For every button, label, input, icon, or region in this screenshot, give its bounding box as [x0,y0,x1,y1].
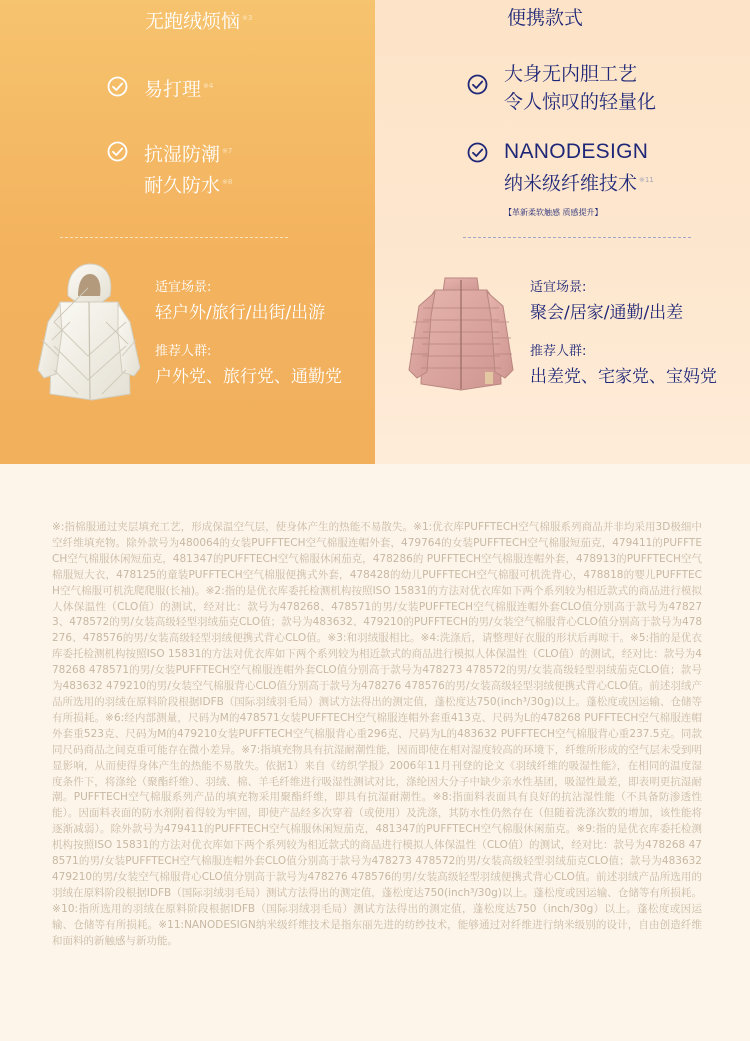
left-people-label: 推荐人群: [155,344,212,359]
left-scenario-block [155,279,342,389]
right-divider [463,237,691,238]
footnote-disclaimer: ※:指棉服通过夹层填充工艺，形成保温空气层，使身体产生的热能不易散失。※1:优衣库PUFFTECH空气棉服系列商品并非均采用3D极细中空纤维填充物。除外款号为480064的女装PUFFTECH空气棉服连帽外套，479764的女装PUFFTECH空气棉服短茄克，479411的PUFFTECH空气棉服休闲短茄克，481347的PUFFTECH空气棉服休闲茄克，478286的 PUFFTECH空气棉服连帽外套，478913的PUFFTECH空气棉服短大衣，478125的童装PUFFTECH空气棉服便携式外套，478428的幼儿PUFFTECH空气棉服可机洗背心，478818的婴儿PUFFTECH空气棉服可机洗爬爬服(长袖)。※2:指的是优衣库委托检测机构按照ISO 15831的方法对优衣库如下两个系列较为相近款式的商品进行模拟人体保温性（CLO值）的测试，经对比：款号为478268、478571的男/女装PUFFTECH空气棉服连帽外套CLO值分别高于款号为478273、478572的男/女装高级轻型羽绒茄克CLO值；款号为483632、479210的PUFFTECH的男/女装空气棉服背心CLO值分别高于款号为478276、478576的男/女装高级轻型羽绒便携式背心CLO值。※3:和羽绒服相比。※4:洗涤后，请整理好衣服的形状后再晾干。※5:指的是优衣库委托检测机构按照ISO 15831的方法对优衣库如下两个系列较为相近款式的商品进行模拟人体保温性（CLO值）的测试，经对比：款号为478268 478571的男/女装PUFFTECH空气棉服连帽外套CLO值分别高于款号为478273 478572的男/女装高级轻型羽绒茄克CLO值；款号为483632 479210的男/女装空气棉服背心CLO值分别高于款号为478276 478576的男/女装高级轻型羽绒便携式背心CLO值。前述羽绒产品所选用的羽绒在原料阶段根据IDFB（国际羽绒羽毛局）测试方法得出的测定值，蓬松度达750(inch³/30g)以上。蓬松度或因运输、仓储等有所损耗。※6:经内部测量，尺码为M的478571女装PUFFTECH空气棉服连帽外套重413克、尺码为L的478268 PUFFTECH空气棉服连帽外套重523克、尺码为M的479210女装PUFFTECH空气棉服背心重296克、尺码为L的483632 PUFFTECH空气棉服背心重237.5克。同款同尺码商品之间克重可能存在微小差异。※7:指填充物具有抗湿耐潮性能，因而即使在相对湿度较高的环境下，纤维所形成的空气层未受到明显影响，从而使得身体产生的热能不易散失。依据1）来自《纺织学报》2006年11月刊登的论文《羽绒纤维的吸湿性能》，在相同的温度湿度条件下，将涤纶（聚酯纤维）、羽绒、棉、羊毛纤维进行吸湿性测试对比，涤纶因大分子中缺少亲水性基团，吸湿性最差，即表明更抗湿耐潮。PUFFTECH空气棉服系列产品的填充物采用聚酯纤维，即具有抗湿耐潮性。※8:指面料表面具有良好的抗沾湿性能（不具备防渗透性能）。因面料表面的防水剂附着得较为牢固，即使产品经多次穿着（或使用）及洗涤，其防水性仍然存在（但随着洗涤次数的增加，该性能将逐渐减弱）。除外款号为479411的PUFFTECH空气棉服休闲短茄克，481347的PUFFTECH空气棉服休闲茄克。※9:指的是优衣库委托检测机构按照ISO 15831的方法对优衣库如下两个系列较为相近款式的商品进行模拟人体保温性（CLO值）的测试，经对比：款号为478268 478571的男/女装PUFFTECH空气棉服连帽外套CLO值分别高于款号为478273 478572的男/女装高级轻型羽绒茄克CLO值；款号为483632 479210的男/女装空气棉服背心CLO值分别高于款号为478276 478576的男/女装高级轻型羽绒便携式背心CLO值。前述羽绒产品所选用的羽绒在原料阶段根据IDFB（国际羽绒羽毛局）测试方法得出的测定值，蓬松度达750(inch³/30g)以上。蓬松度或因运输、仓储等有所损耗。※10:指所选用的羽绒在原料阶段根据IDFB（国际羽绒羽毛局）测试方法得出的测定值，蓬松度达750（inch/30g）以上。蓬松度或因运输、仓储等有所损耗。※11:NANODESIGN纳米级纤维技术是指东丽先进的纺纱技术，能够通过对纤维进行纳米级别的设计，自由创造纤维和面料的新触感与新功能。 [52,521,702,947]
left-scene-label: 适宜场景: [155,280,212,295]
left-divider [60,237,288,238]
check-circle-icon [467,74,488,95]
left-feature-no-down-leak: 无跑绒烦恼 $^{※3}$ [145,10,253,33]
check-circle-icon [107,141,128,162]
left-people-value: 户外党、旅行党、通勤党 [155,367,342,387]
check-circle-icon [467,142,488,163]
right-people-label: 推荐人群: [530,344,587,359]
left-feature-easy-care: 易打理 $^{※4}$ [107,72,213,103]
right-column-down [375,0,750,464]
right-feature-portable: 便携款式 [507,7,584,29]
left-column-puff-tech [0,0,375,464]
left-scene-value: 轻户外/旅行/出街/出游 [155,303,326,323]
right-feature-lightweight: 大身无内胆工艺 令人惊叹的轻量化 [467,60,656,116]
right-scene-value: 聚会/居家/通勤/出差 [530,303,684,323]
right-feature-nanodesign: NANODESIGN 纳米级纤维技术 $^{※11}$ 【革新柔软触感 质感提升】 [467,138,654,227]
white-down-jacket-image [30,262,148,416]
comparison-panel [0,0,750,464]
pink-down-jacket-image [405,272,517,400]
left-feature-moisture-water-resistant: 抗湿防潮 $^{※7}$ 耐久防水 $^{※8}$ [107,137,232,200]
right-scenario-block [530,279,717,389]
check-circle-icon [107,76,128,97]
right-people-value: 出差党、宅家党、宝妈党 [530,367,717,387]
right-scene-label: 适宜场景: [530,280,587,295]
